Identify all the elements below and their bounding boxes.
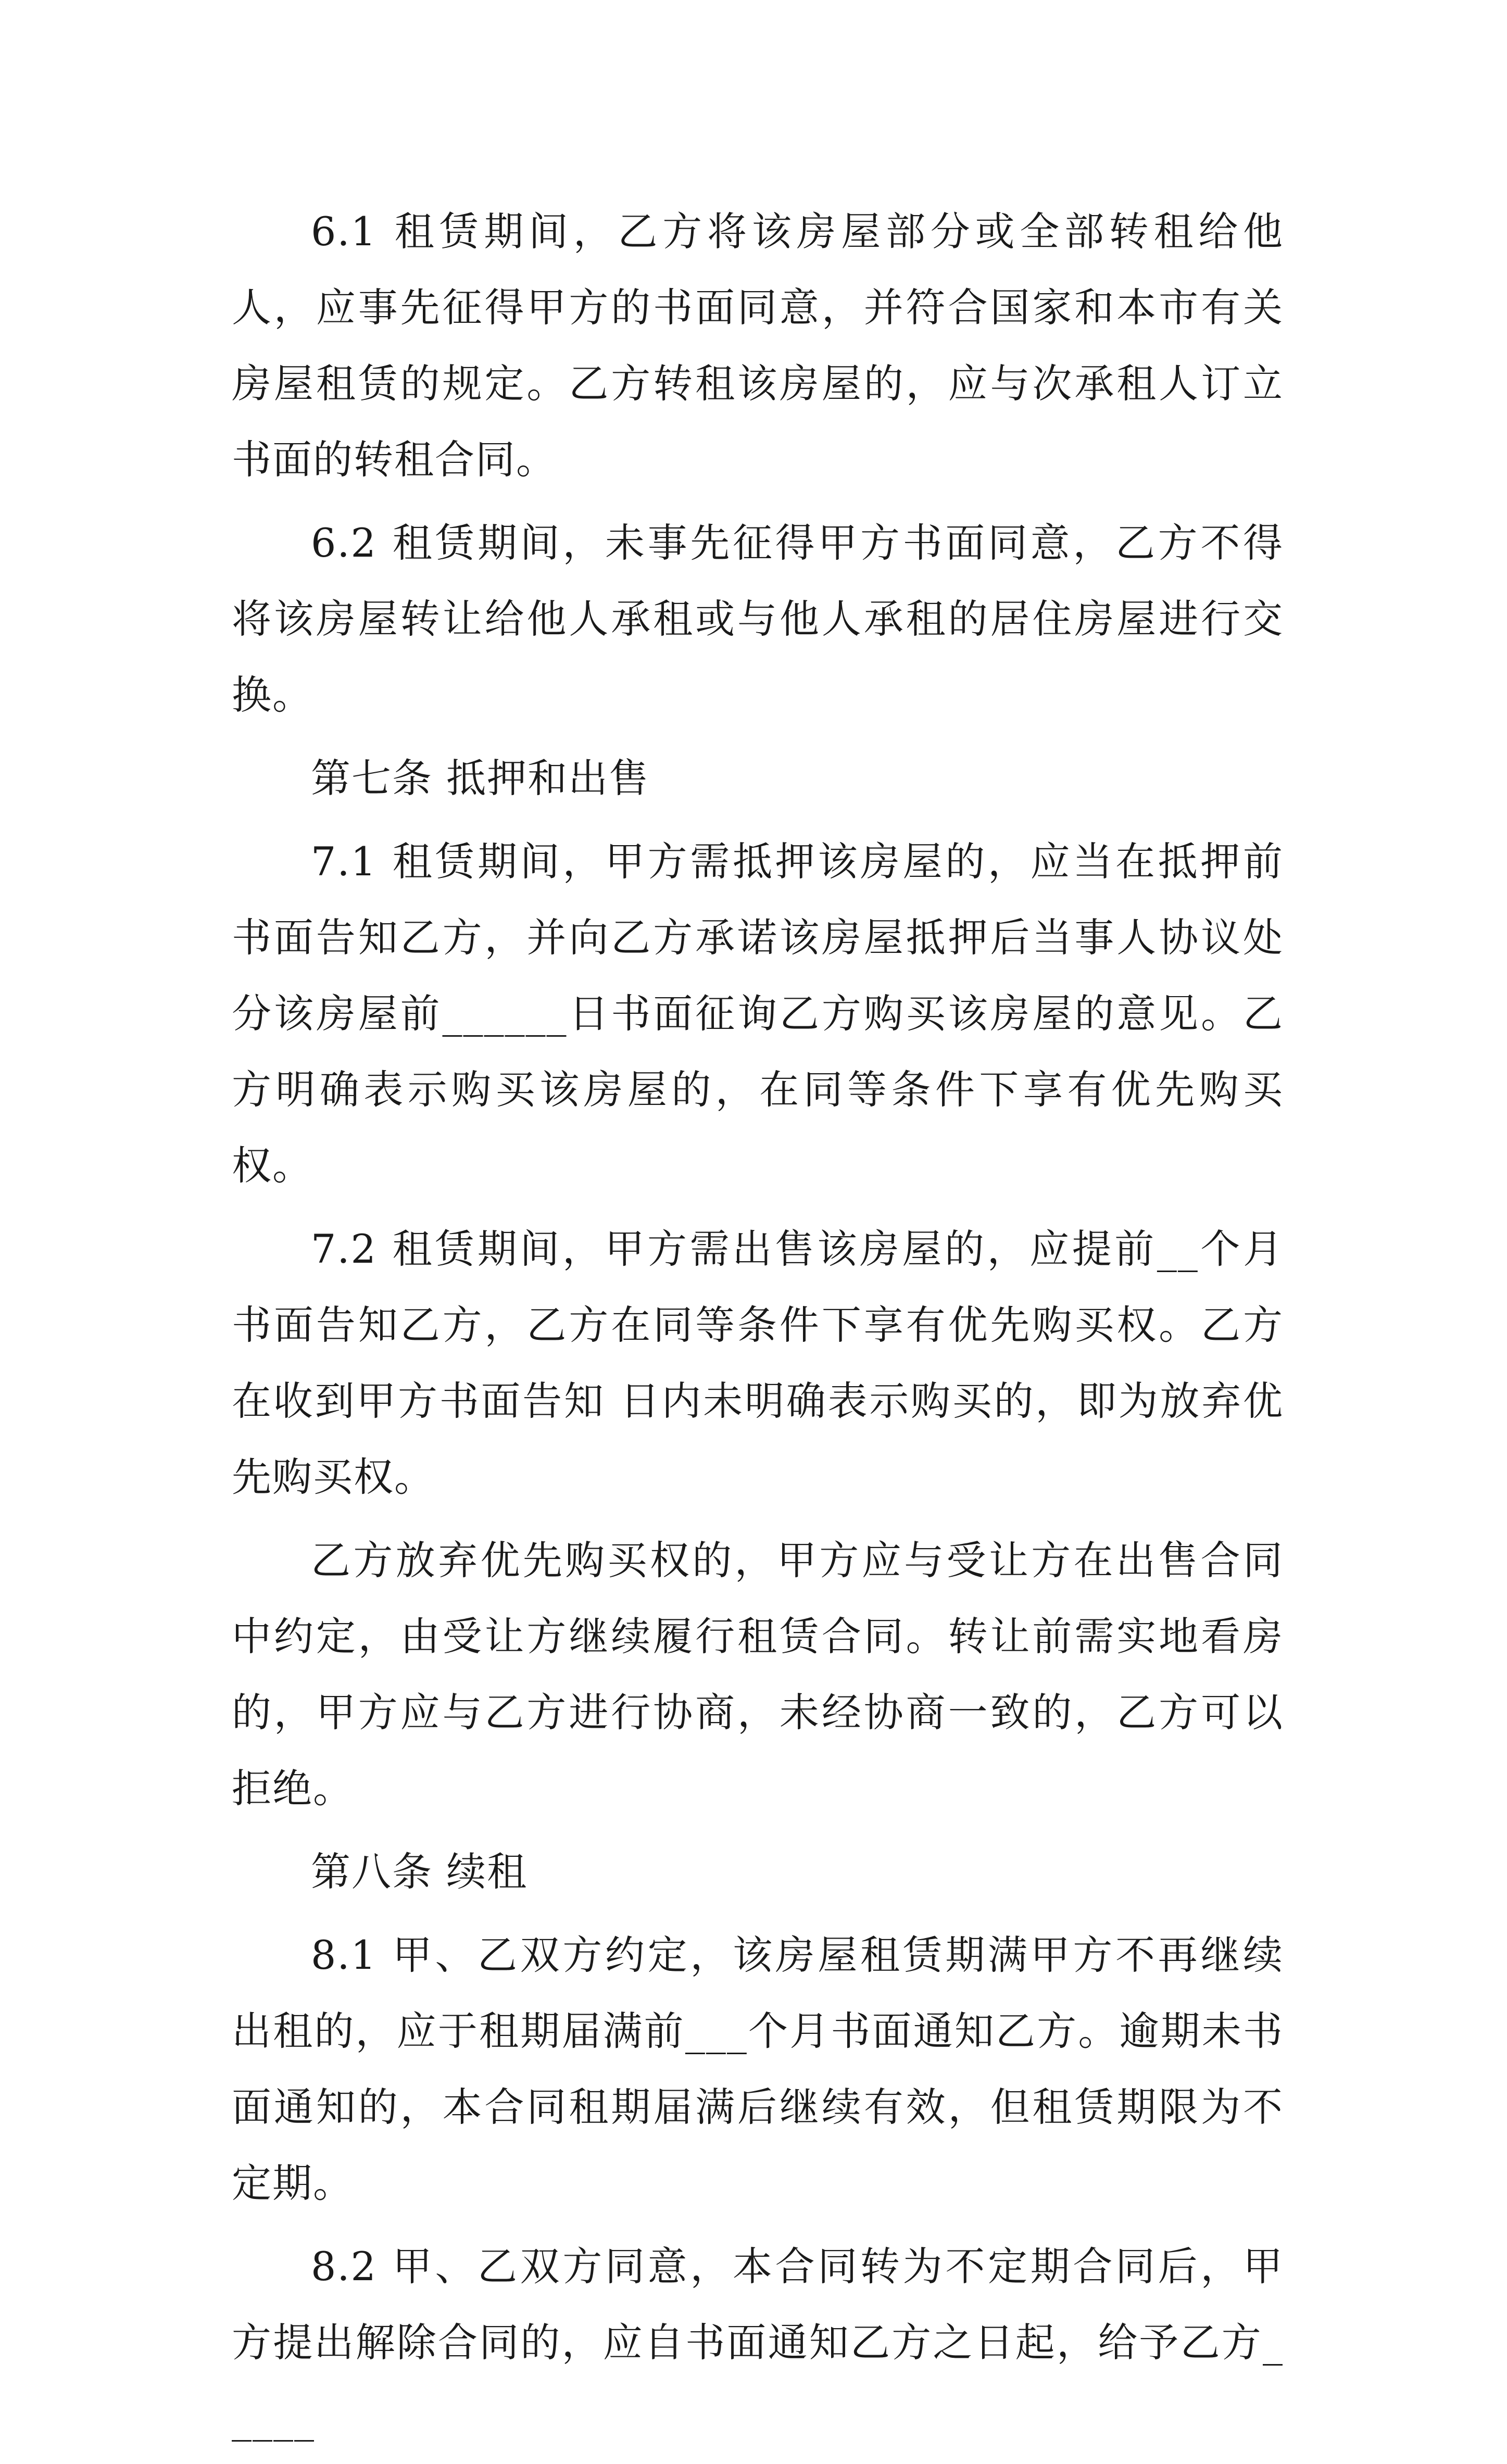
clause-6-1: 6.1 租赁期间，乙方将该房屋部分或全部转租给他人，应事先征得甲方的书面同意，并符合国家和本市有关房屋租赁的规定。乙方转租该房屋的，应与次承租人订立书面的转租合同。 <box>232 208 1284 483</box>
clause-7-1: 7.1 租赁期间，甲方需抵押该房屋的，应当在抵押前书面告知乙方，并向乙方承诺该房屋抵押后当事人协议处分该房屋前______日书面征询乙方购买该房屋的意见。乙方明确表示购买该房屋的，在同等条件下享有优先购买权。 <box>232 838 1284 1189</box>
clause-8-2: 8.2 甲、乙双方同意，本合同转为不定期合同后，甲方提出解除合同的，应自书面通知乙方之日起，给予乙方_____ <box>232 2243 1284 2442</box>
clause-8-1: 8.1 甲、乙双方约定，该房屋租赁期满甲方不再继续出租的，应于租期届满前___个月书面通知乙方。逾期未书面通知的，本合同租期届满后继续有效，但租赁期限为不定期。 <box>232 1932 1284 2206</box>
article-8-heading: 第八条 续租 <box>311 1849 528 1895</box>
clause-7-2: 7.2 租赁期间，甲方需出售该房屋的，应提前__个月书面告知乙方，乙方在同等条件下享有优先购买权。乙方在收到甲方书面告知 日内未明确表示购买的，即为放弃优先购买权。 <box>232 1226 1284 1500</box>
clause-7-2-continued: 乙方放弃优先购买权的，甲方应与受让方在出售合同中约定，由受让方继续履行租赁合同。转让前需实地看房的，甲方应与乙方进行协商，未经协商一致的，乙方可以拒绝。 <box>232 1537 1284 1812</box>
document-body <box>232 194 1284 2464</box>
article-7-heading: 第七条 抵押和出售 <box>311 755 650 801</box>
clause-6-2: 6.2 租赁期间，未事先征得甲方书面同意，乙方不得将该房屋转让给他人承租或与他人承租的居住房屋进行交换。 <box>232 520 1284 718</box>
